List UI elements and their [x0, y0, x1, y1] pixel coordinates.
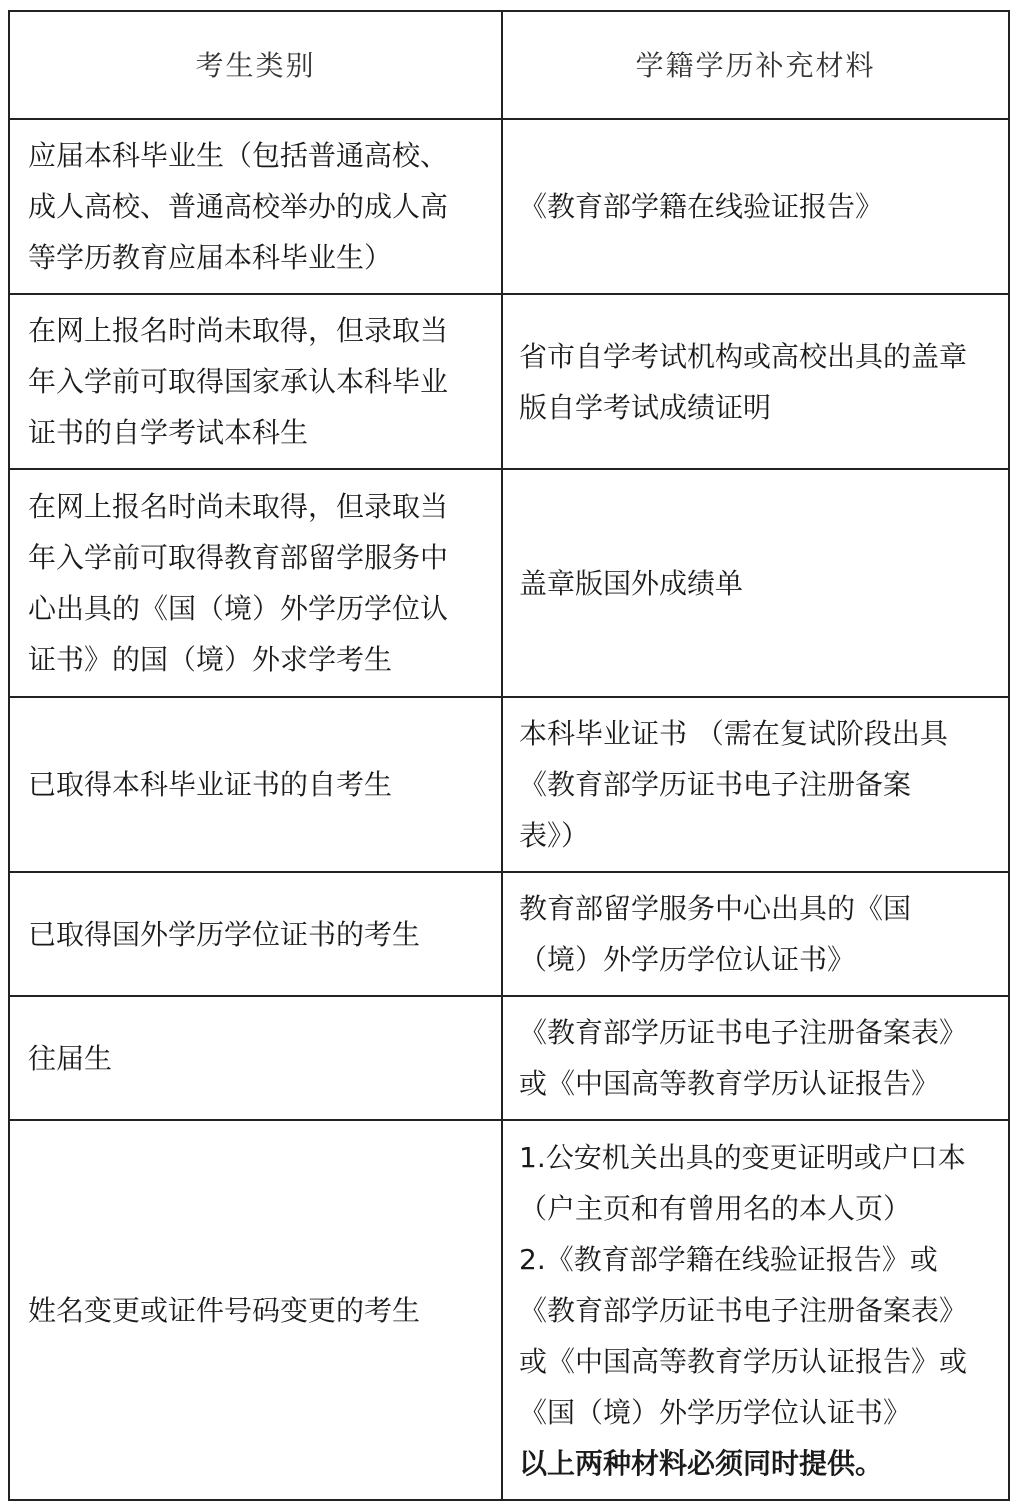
category-line: 年入学前可取得国家承认本科毕业 — [28, 365, 449, 398]
header-materials: 学籍学历补充材料 — [502, 11, 1009, 119]
materials-line: 教育部留学服务中心出具的《国 — [519, 892, 912, 925]
materials-line: 1.公安机关出具的变更证明或户口本 — [519, 1140, 966, 1174]
table-row — [9, 697, 1009, 872]
category-line: 在网上报名时尚未取得，但录取当 — [28, 314, 449, 347]
category-line: 证书的自学考试本科生 — [28, 416, 309, 449]
materials-note: 以上两种材料必须同时提供。 — [519, 1446, 884, 1480]
materials-line: （户主页和有曾用名的本人页） — [519, 1191, 912, 1225]
header-category: 考生类别 — [9, 11, 502, 119]
category-cell — [9, 697, 502, 872]
materials-cell — [502, 294, 1009, 469]
table-row — [9, 872, 1009, 996]
table-row — [9, 469, 1009, 697]
materials-cell — [502, 119, 1009, 294]
materials-line: 省市自学考试机构或高校出具的盖章 — [519, 339, 968, 373]
category-line: 成人高校、普通高校举办的成人高 — [28, 190, 449, 223]
category-line: 往届生 — [28, 1041, 113, 1075]
category-line: 心出具的《国（境）外学历学位认 — [28, 592, 449, 625]
category-cell — [9, 1120, 502, 1500]
materials-line: （境）外学历学位认证书》 — [519, 943, 856, 976]
materials-line: 《国（境）外学历学位认证书》 — [519, 1395, 912, 1429]
materials-line: 《教育部学籍在线验证报告》 — [519, 190, 884, 223]
category-line: 等学历教育应届本科毕业生） — [28, 241, 393, 274]
materials-cell — [502, 1120, 1009, 1500]
category-cell — [9, 996, 502, 1120]
materials-line: 《教育部学历证书电子注册备案 — [519, 768, 912, 801]
materials-table — [8, 10, 1010, 1501]
table-row — [9, 294, 1009, 469]
materials-line: 《教育部学历证书电子注册备案表》 — [519, 1293, 968, 1327]
category-cell — [9, 872, 502, 996]
materials-line: 版自学考试成绩证明 — [519, 390, 772, 424]
materials-cell — [502, 697, 1009, 872]
category-cell — [9, 119, 502, 294]
category-line: 已取得国外学历学位证书的考生 — [28, 917, 421, 951]
materials-line: 表》） — [519, 819, 590, 852]
materials-line: 本科毕业证书 （需在复试阶段出具 — [519, 717, 948, 750]
category-cell — [9, 469, 502, 697]
category-cell — [9, 294, 502, 469]
table-row — [9, 119, 1009, 294]
materials-line: 或《中国高等教育学历认证报告》或 — [519, 1344, 968, 1378]
category-line: 年入学前可取得教育部留学服务中 — [28, 541, 449, 574]
category-line: 应届本科毕业生（包括普通高校、 — [28, 139, 449, 172]
table-row — [9, 996, 1009, 1120]
materials-line: 或《中国高等教育学历认证报告》 — [519, 1067, 940, 1100]
materials-line: 盖章版国外成绩单 — [519, 566, 744, 600]
materials-cell — [502, 872, 1009, 996]
materials-cell — [502, 469, 1009, 697]
materials-line: 2.《教育部学籍在线验证报告》或 — [519, 1242, 938, 1276]
category-line: 已取得本科毕业证书的自考生 — [28, 768, 393, 801]
materials-cell — [502, 996, 1009, 1120]
materials-line: 《教育部学历证书电子注册备案表》 — [519, 1016, 968, 1049]
table-row — [9, 1120, 1009, 1500]
category-line: 在网上报名时尚未取得，但录取当 — [28, 490, 449, 523]
category-line: 证书》的国（境）外求学考生 — [28, 643, 393, 676]
table-header-row — [9, 11, 1009, 119]
category-line: 姓名变更或证件号码变更的考生 — [28, 1293, 421, 1327]
